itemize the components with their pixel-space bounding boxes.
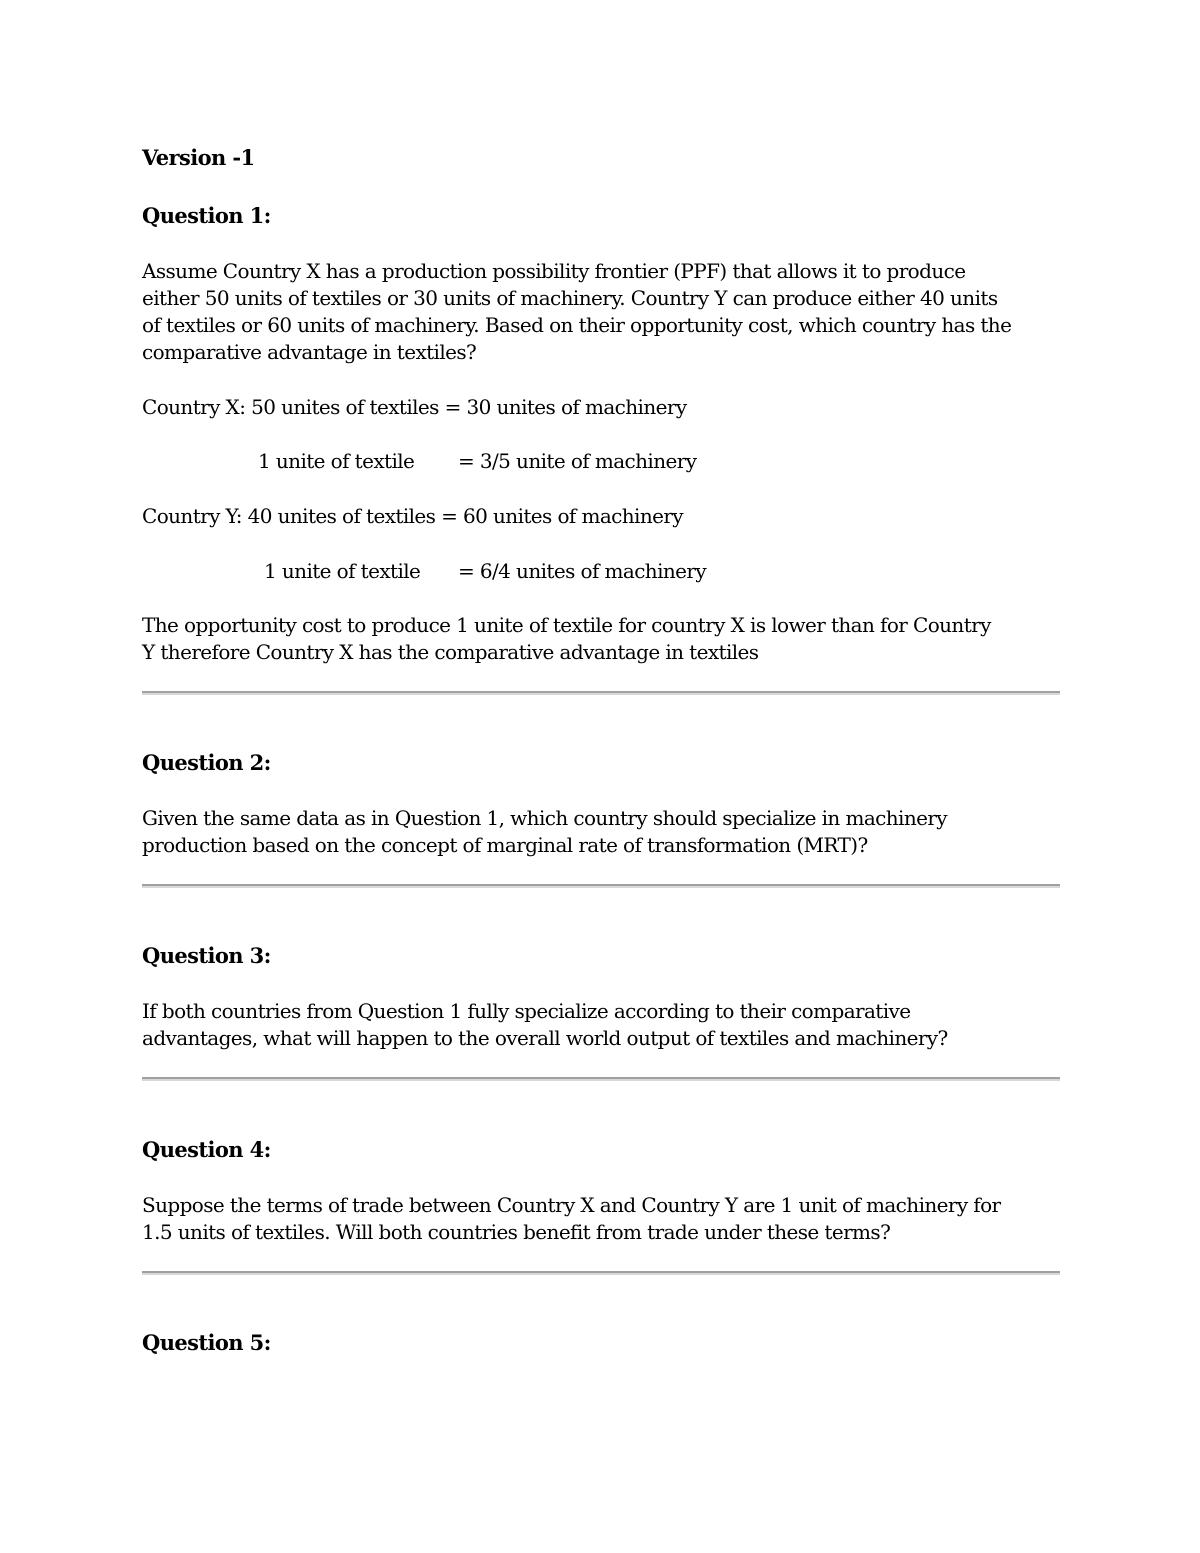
question-1-text	[142, 258, 1060, 366]
answer-country-x-line-1: Country X: 50 unites of textiles = 30 unites of machinery	[142, 395, 687, 419]
question-2-line-2: production based on the concept of marginal rate of transformation (MRT)?	[142, 833, 868, 857]
question-3-line-1: If both countries from Question 1 fully specialize according to their comparative	[142, 999, 911, 1023]
answer-conclusion	[142, 612, 1060, 666]
conclusion-line-2: Y therefore Country X has the comparative advantage in textiles	[142, 640, 759, 664]
answer-country-y-ratio: = 6/4 unites of machinery	[458, 559, 707, 583]
question-1-heading: Question 1:	[142, 203, 271, 228]
horizontal-divider	[142, 1077, 1060, 1081]
version-label: Version -1	[142, 145, 255, 170]
question-4-line-2: 1.5 units of textiles. Will both countries benefit from trade under these terms?	[142, 1220, 891, 1244]
answer-country-y-unit: 1 unite of textile	[264, 559, 421, 583]
horizontal-divider	[142, 884, 1060, 888]
question-4-line-1: Suppose the terms of trade between Country X and Country Y are 1 unit of machinery for	[142, 1193, 1001, 1217]
horizontal-divider	[142, 1271, 1060, 1275]
question-4-heading: Question 4:	[142, 1137, 271, 1162]
conclusion-line-1: The opportunity cost to produce 1 unite of textile for country X is lower than for Country	[142, 613, 991, 637]
question-2-line-1: Given the same data as in Question 1, which country should specialize in machinery	[142, 806, 947, 830]
answer-country-x-line-2	[258, 448, 696, 475]
question-3-heading: Question 3:	[142, 943, 271, 968]
answer-country-x-unit: 1 unite of textile	[258, 449, 415, 473]
question-4-text	[142, 1192, 1060, 1246]
answer-country-y-line-1: Country Y: 40 unites of textiles = 60 unites of machinery	[142, 504, 684, 528]
question-2-text	[142, 805, 1060, 859]
document-page	[142, 0, 1060, 1553]
question-2-heading: Question 2:	[142, 750, 271, 775]
question-5-heading: Question 5:	[142, 1330, 271, 1355]
question-1-line-3: of textiles or 60 units of machinery. Based on their opportunity cost, which country has the	[142, 313, 1012, 337]
answer-country-x-ratio: = 3/5 unite of machinery	[458, 449, 697, 473]
question-1-line-2: either 50 units of textiles or 30 units of machinery. Country Y can produce either 40 units	[142, 286, 998, 310]
question-1-line-4: comparative advantage in textiles?	[142, 340, 477, 364]
question-3-line-2: advantages, what will happen to the overall world output of textiles and machinery?	[142, 1026, 948, 1050]
horizontal-divider	[142, 691, 1060, 695]
question-3-text	[142, 998, 1060, 1052]
answer-country-y-line-2	[264, 558, 706, 585]
question-1-line-1: Assume Country X has a production possibility frontier (PPF) that allows it to produce	[142, 259, 966, 283]
